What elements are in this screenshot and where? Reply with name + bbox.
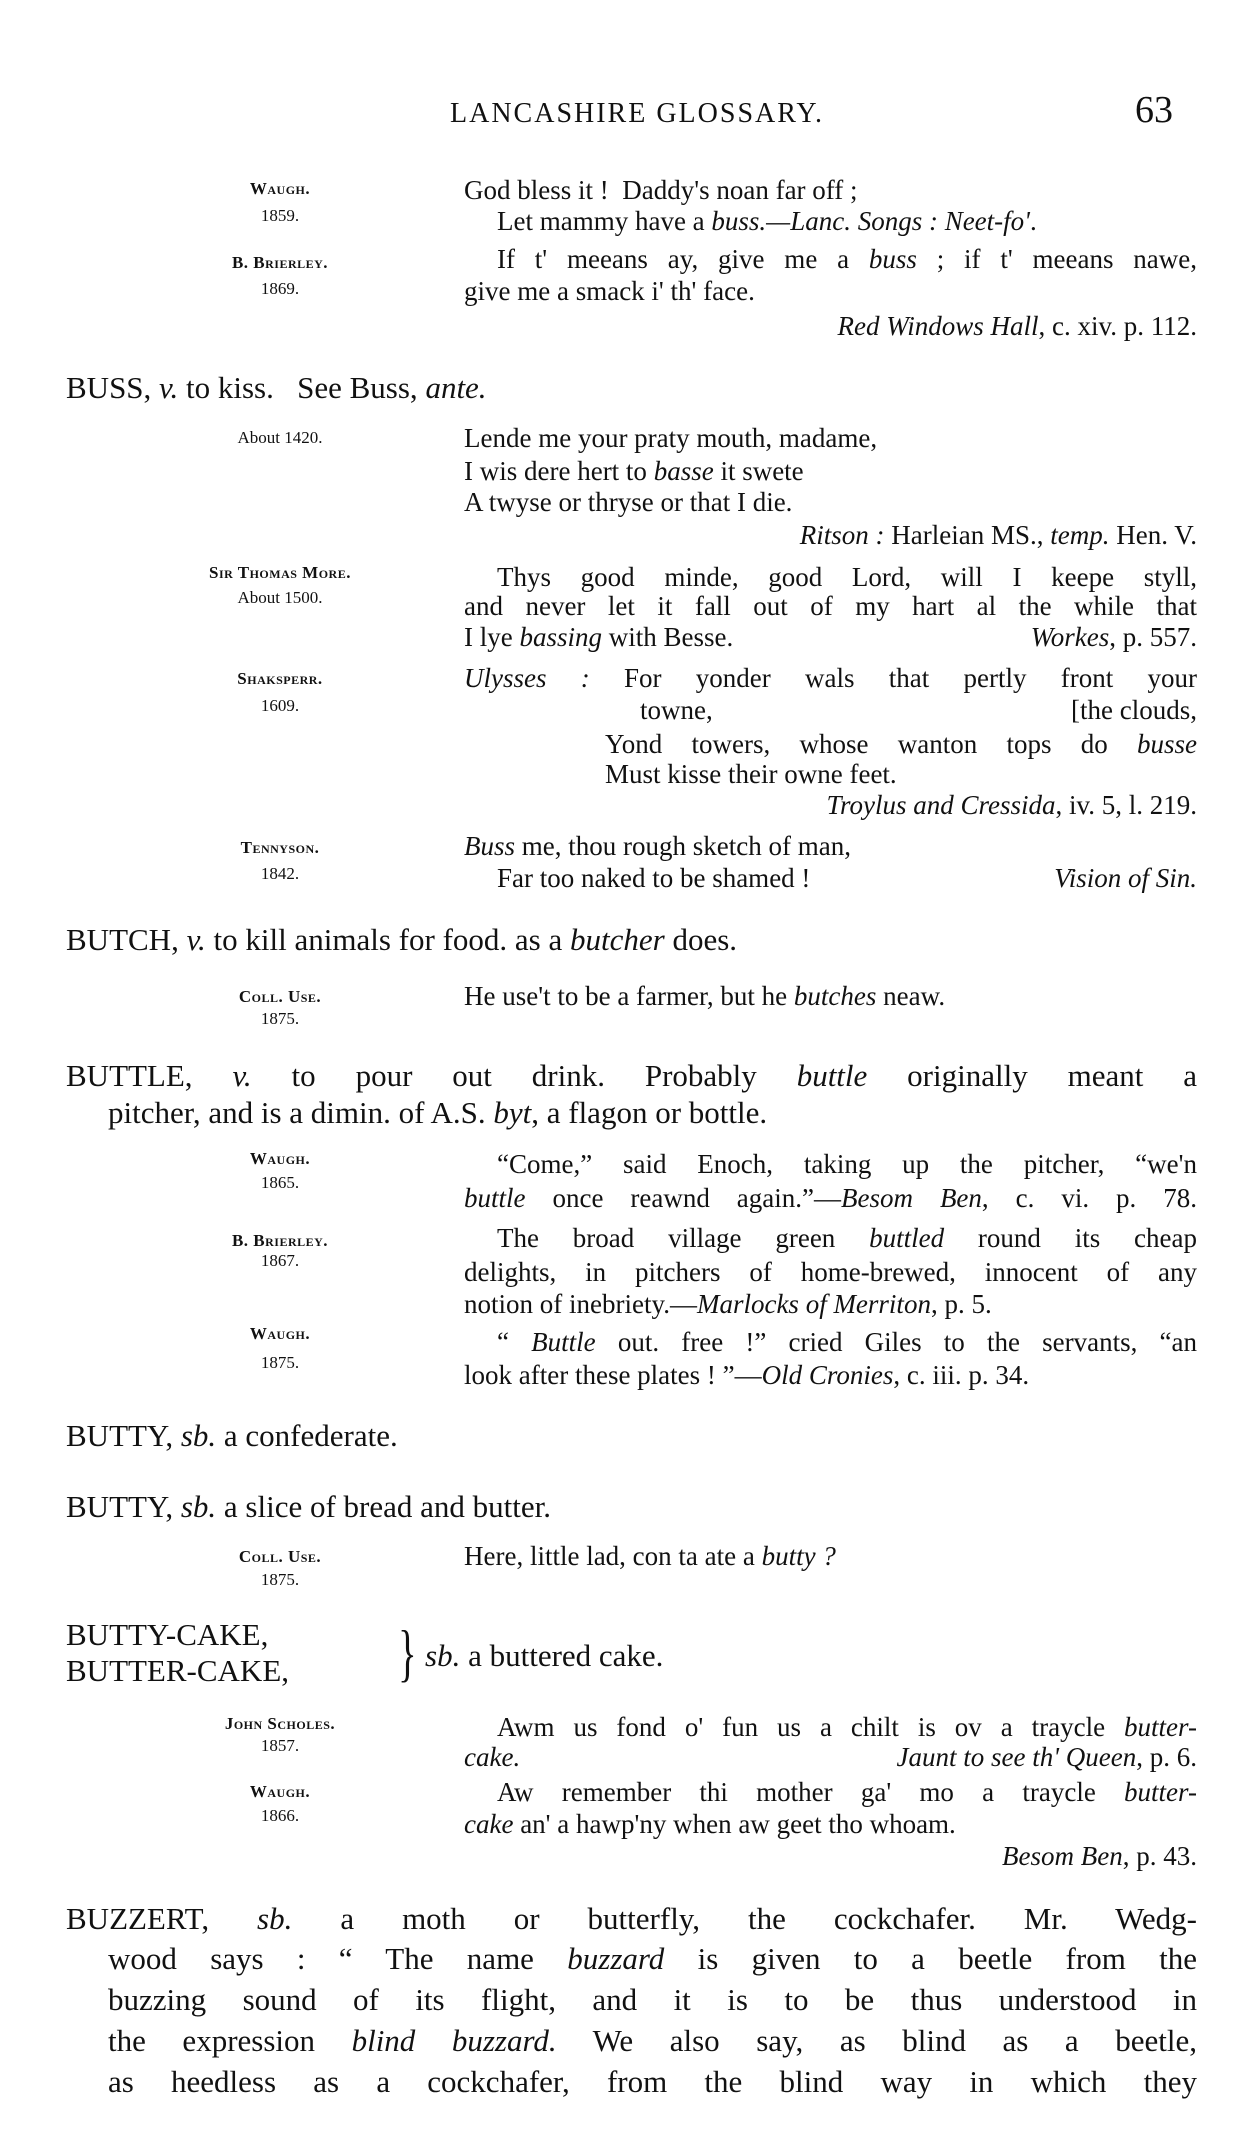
italic-text: basse xyxy=(653,456,714,486)
text-segment: Lende me your praty mouth, madame, xyxy=(464,423,878,453)
text-segment: as heedless as a cockchafer, from the blind way in which they xyxy=(108,2064,1197,2099)
text-segment: Here, little lad, con ta ate a xyxy=(464,1541,762,1571)
text-segment: Harleian MS., xyxy=(884,520,1051,550)
text-segment: Let mammy have a xyxy=(497,206,712,236)
text-segment: He use't to be a farmer, but he xyxy=(464,981,794,1011)
text-segment: If t' meeans ay, give me a xyxy=(497,244,869,274)
headword-line xyxy=(108,1983,1197,2017)
text-segment: towne, xyxy=(640,695,713,725)
italic-text: buttle xyxy=(464,1183,526,1213)
citation-date: About 1500. xyxy=(237,588,323,607)
citation-author: B. Brierley. xyxy=(231,253,329,272)
italic-text: butches xyxy=(793,981,877,1011)
italic-text: v. xyxy=(186,922,206,957)
text-segment: Must kisse their owne feet. xyxy=(605,759,897,789)
text-segment: , c. iii. p. 34. xyxy=(893,1360,1030,1390)
text-line xyxy=(497,1147,1197,1181)
running-header: LANCASHIRE GLOSSARY. xyxy=(450,98,824,129)
text-segment: Yond towers, whose wanton tops do xyxy=(605,729,1137,759)
text-segment: once reawnd again.”— xyxy=(525,1183,841,1213)
text-line xyxy=(464,274,755,308)
text-segment: a confederate. xyxy=(216,1418,398,1453)
italic-text: butty ? xyxy=(761,1541,836,1571)
text-segment: BUTTLE, xyxy=(66,1058,233,1093)
text-line xyxy=(464,661,1197,695)
headword-line xyxy=(108,1096,767,1130)
italic-text: buss.—Lanc. Songs : Neet-fo' xyxy=(711,206,1030,236)
text-line xyxy=(497,242,1197,276)
text-segment: wood says : “ The name xyxy=(108,1941,568,1976)
text-line xyxy=(640,693,713,727)
text-line xyxy=(897,1740,1197,1774)
italic-text: sb. xyxy=(257,1901,293,1936)
italic-text: Besom Ben xyxy=(1002,1841,1123,1871)
text-segment: a moth or butterfly, the cockchafer. Mr. Wedg- xyxy=(292,1901,1197,1936)
italic-text: buzzard xyxy=(567,1941,665,1976)
italic-text: Marlocks of Merriton xyxy=(696,1289,931,1319)
text-segment: pitcher, and is a dimin. of A.S. xyxy=(108,1095,494,1130)
italic-text: butter- xyxy=(1124,1712,1197,1742)
citation-date: 1869. xyxy=(260,279,300,298)
text-segment: ; if t' meeans nawe, xyxy=(916,244,1197,274)
italic-text: blind buzzard. xyxy=(351,2023,557,2058)
text-segment: BUTTY, xyxy=(66,1418,181,1453)
text-line xyxy=(605,757,897,791)
text-segment: to kiss. See Buss, xyxy=(178,370,426,405)
text-line xyxy=(464,421,877,455)
citation-date: 1857. xyxy=(260,1736,300,1755)
text-segment: I lye xyxy=(464,622,520,652)
headword-line xyxy=(108,2024,1197,2058)
italic-text: cake. xyxy=(464,1742,521,1772)
text-segment: Awm us fond o' fun us a chilt is ov a traycle xyxy=(497,1712,1125,1742)
text-segment: , p. 6. xyxy=(1136,1742,1197,1772)
text-line xyxy=(464,1807,956,1841)
citation-date: 1867. xyxy=(260,1251,300,1270)
italic-text: Ritson : xyxy=(799,520,885,550)
text-segment: neaw. xyxy=(876,981,946,1011)
text-segment: BUSS, xyxy=(66,370,160,405)
text-segment: BUZZERT, xyxy=(66,1901,258,1936)
text-segment: I wis dere hert to xyxy=(464,456,654,486)
text-segment: BUTTER-CAKE, xyxy=(66,1653,290,1688)
text-line xyxy=(464,1740,520,1774)
text-segment: , iv. 5, l. 219. xyxy=(1055,790,1197,820)
text-segment: notion of inebriety.— xyxy=(464,1289,697,1319)
page-number: 63 xyxy=(1135,89,1173,131)
citation-date: 1859. xyxy=(260,206,300,225)
text-line xyxy=(497,1221,1197,1255)
italic-text: buss xyxy=(868,244,917,274)
text-line xyxy=(497,1775,1197,1809)
text-segment: , p. 557. xyxy=(1109,622,1197,652)
italic-text: sb. xyxy=(180,1489,217,1524)
text-segment: A twyse or thryse or that I die. xyxy=(464,487,793,517)
citation-author: Waugh. xyxy=(249,1324,311,1343)
citation-author: Sir Thomas More. xyxy=(209,563,351,582)
citation-date: 1609. xyxy=(260,696,300,715)
text-segment: it swete xyxy=(713,456,804,486)
headword-line xyxy=(66,1618,268,1652)
italic-text: ante. xyxy=(425,370,487,405)
italic-text: sb. xyxy=(425,1638,461,1673)
italic-text: butcher xyxy=(569,922,665,957)
text-segment: a slice of bread and butter. xyxy=(216,1489,551,1524)
text-line xyxy=(497,1325,1197,1359)
citation-author: Waugh. xyxy=(249,1782,311,1801)
text-segment: round its cheap xyxy=(944,1223,1198,1253)
text-line xyxy=(605,727,1197,761)
italic-text: butter- xyxy=(1124,1777,1197,1807)
text-line xyxy=(464,829,851,863)
text-line xyxy=(464,1181,1197,1215)
italic-text: Ulysses : xyxy=(464,663,590,693)
italic-text: temp. xyxy=(1050,520,1110,550)
italic-text: byt xyxy=(493,1095,532,1130)
headword-line xyxy=(66,1490,551,1524)
text-segment: “Come,” said Enoch, taking up the pitcher, “we'n xyxy=(497,1149,1197,1179)
text-segment: , c. vi. p. 78. xyxy=(981,1183,1197,1213)
citation-author: Shaksperr. xyxy=(237,669,323,688)
text-segment: Hen. V. xyxy=(1109,520,1197,550)
text-segment: God bless it ! Daddy's noan far off ; xyxy=(464,175,858,205)
headword-line xyxy=(66,1654,289,1688)
text-segment: The broad village green xyxy=(497,1223,870,1253)
italic-text: buttled xyxy=(869,1223,945,1253)
headword-line xyxy=(425,1639,663,1673)
text-segment: , p. 5. xyxy=(930,1289,992,1319)
text-line xyxy=(464,485,792,519)
text-segment: Aw remember thi mother ga' mo a traycle xyxy=(497,1777,1125,1807)
citation-author: B. Brierley. xyxy=(231,1231,329,1250)
citation-author: Tennyson. xyxy=(240,838,320,857)
citation-author: Waugh. xyxy=(249,179,311,198)
italic-text: Vision of Sin. xyxy=(1054,863,1197,893)
text-line xyxy=(838,309,1197,343)
text-segment: a buttered cake. xyxy=(460,1638,664,1673)
text-segment: does. xyxy=(664,922,738,957)
text-segment: originally meant a xyxy=(867,1058,1198,1093)
headword-line xyxy=(66,1059,1197,1093)
text-segment: BUTTY, xyxy=(66,1489,181,1524)
italic-text: Old Cronies xyxy=(761,1360,894,1390)
text-segment: [the clouds, xyxy=(1071,695,1197,725)
text-line xyxy=(464,1287,992,1321)
citation-date: 1842. xyxy=(260,864,300,883)
text-segment: out. free !” cried Giles to the servants, “an xyxy=(595,1327,1197,1357)
citation-date: 1875. xyxy=(260,1570,300,1589)
text-line xyxy=(826,788,1197,822)
text-line xyxy=(1031,620,1197,654)
headword-line xyxy=(66,1902,1197,1936)
text-segment: to kill animals for food. as a xyxy=(205,922,570,957)
text-segment: BUTTY-CAKE, xyxy=(66,1617,269,1652)
citation-date: 1865. xyxy=(260,1173,300,1192)
citation-date: 1875. xyxy=(260,1353,300,1372)
text-segment: an' a hawp'ny when aw geet tho whoam. xyxy=(513,1809,956,1839)
italic-text: bassing xyxy=(519,622,603,652)
italic-text: Workes xyxy=(1030,622,1110,652)
italic-text: Jaunt to see th' Queen xyxy=(896,1742,1137,1772)
text-segment: buzzing sound of its flight, and it is to be thus understood in xyxy=(108,1982,1197,2017)
text-segment: “ xyxy=(497,1327,532,1357)
citation-author: Coll. Use. xyxy=(238,987,322,1006)
italic-text: v. xyxy=(232,1058,252,1093)
text-segment: the expression xyxy=(108,2023,352,2058)
italic-text: buttle xyxy=(796,1058,868,1093)
text-segment: with Besse. xyxy=(602,622,734,652)
headword-line xyxy=(108,2065,1197,2099)
headword-line xyxy=(108,1942,1197,1976)
italic-text: Red Windows Hall xyxy=(837,311,1039,341)
italic-text: cake xyxy=(464,1809,514,1839)
italic-text: v. xyxy=(159,370,179,405)
text-segment: . xyxy=(1029,206,1037,236)
text-line xyxy=(497,861,810,895)
text-line xyxy=(464,1358,1029,1392)
italic-text: Buss xyxy=(464,831,516,861)
text-line xyxy=(464,454,804,488)
text-segment: and never let it fall out of my hart al the while that xyxy=(464,591,1197,621)
text-line xyxy=(1071,693,1197,727)
headword-line xyxy=(66,371,487,405)
text-segment: to pour out drink. Probably xyxy=(251,1058,797,1093)
text-segment: We also say, as blind as a beetle, xyxy=(556,2023,1197,2058)
text-segment: For yonder wals that pertly front your xyxy=(589,663,1197,693)
text-line xyxy=(464,173,858,207)
text-line xyxy=(1054,861,1197,895)
text-segment: , c. xiv. p. 112. xyxy=(1038,311,1197,341)
text-line xyxy=(1002,1839,1197,1873)
text-segment: delights, in pitchers of home-brewed, innocent of any xyxy=(464,1257,1197,1287)
italic-text: sb. xyxy=(180,1418,217,1453)
citation-author: John Scholes. xyxy=(224,1714,336,1733)
headword-line xyxy=(66,1419,398,1453)
text-segment: Thys good minde, good Lord, will I keepe styll, xyxy=(497,562,1197,592)
text-line xyxy=(497,1710,1197,1744)
text-segment: , a flagon or bottle. xyxy=(531,1095,768,1130)
italic-text: Troylus and Cressida xyxy=(826,790,1056,820)
text-line xyxy=(464,589,1197,623)
text-segment: look after these plates ! ”— xyxy=(464,1360,762,1390)
text-line xyxy=(464,979,945,1013)
citation-date: 1875. xyxy=(260,1009,300,1028)
italic-text: Buttle xyxy=(531,1327,596,1357)
italic-text: Besom Ben xyxy=(841,1183,982,1213)
text-segment: is given to a beetle from the xyxy=(664,1941,1197,1976)
text-segment: BUTCH, xyxy=(66,922,187,957)
citation-author: Waugh. xyxy=(249,1149,311,1168)
citation-author: Coll. Use. xyxy=(238,1547,322,1566)
citation-date: About 1420. xyxy=(237,428,323,447)
text-line xyxy=(800,518,1197,552)
text-segment: , p. 43. xyxy=(1122,1841,1197,1871)
text-line xyxy=(464,1255,1197,1289)
text-segment: me, thou rough sketch of man, xyxy=(515,831,851,861)
text-line xyxy=(464,620,733,654)
italic-text: busse xyxy=(1137,729,1197,759)
text-line xyxy=(497,204,1037,238)
text-segment: Far too naked to be shamed ! xyxy=(497,863,811,893)
text-segment: give me a smack i' th' face. xyxy=(464,276,755,306)
brace-symbol: } xyxy=(398,1617,417,1688)
citation-date: 1866. xyxy=(260,1806,300,1825)
text-line xyxy=(464,1539,836,1573)
headword-line xyxy=(66,923,737,957)
